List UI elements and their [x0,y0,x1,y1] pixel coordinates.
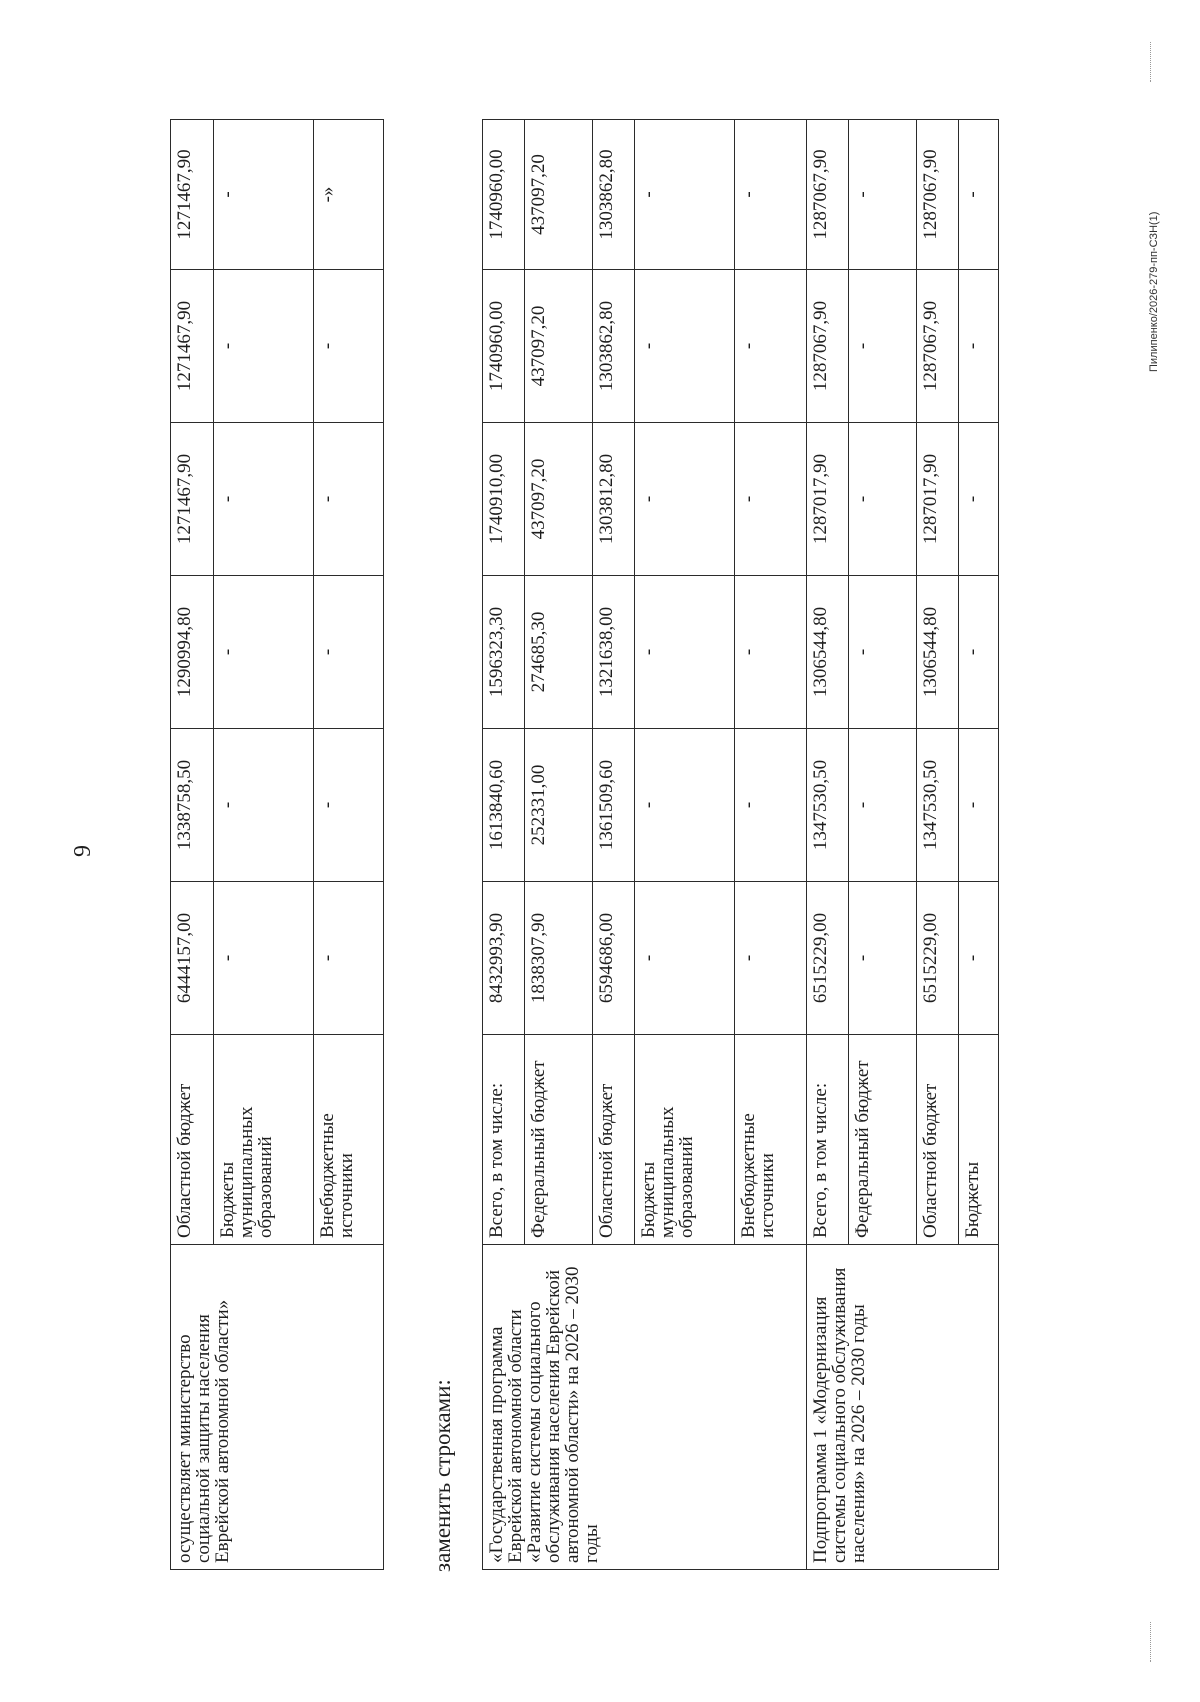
value-cell: - [735,423,807,576]
page-number: 9 [70,845,96,857]
source-cell: Бюджеты муниципальных образований [214,1035,314,1245]
value-cell: - [959,729,999,882]
source-cell: Областной бюджет [593,1035,635,1245]
value-cell: 6444157,00 [171,882,214,1035]
value-cell: - [214,423,314,576]
value-cell: - [635,423,735,576]
program-cell: осуществляет министерство социальной защиты населения Еврейской автономной области» [171,1245,384,1570]
value-cell: - [214,270,314,423]
value-cell: 1287017,90 [917,423,959,576]
value-cell: 1596323,30 [483,576,525,729]
value-cell: 1271467,90 [171,120,214,270]
value-cell: - [635,882,735,1035]
value-cell: 1287067,90 [807,120,849,270]
scan-edge-mark [1150,42,1159,82]
value-cell: - [959,270,999,423]
value-cell: 1740910,00 [483,423,525,576]
scan-edge-mark [1150,1622,1159,1662]
program-cell: «Государственная программа Еврейской автономной области «Развитие системы социального обслуживания населения Еврейской автономной области» на 2026 – 2030 годы [483,1245,807,1570]
value-cell: - [314,882,384,1035]
value-cell: 6594686,00 [593,882,635,1035]
value-cell: 1290994,80 [171,576,214,729]
value-cell: - [214,882,314,1035]
value-cell: - [314,729,384,882]
value-cell: 1303862,80 [593,120,635,270]
value-cell: 6515229,00 [807,882,849,1035]
value-cell: - [849,729,917,882]
value-cell: 1347530,50 [807,729,849,882]
source-cell: Бюджеты муниципальных образований [635,1035,735,1245]
value-cell: - [635,120,735,270]
value-cell: - [735,270,807,423]
value-cell: 1347530,50 [917,729,959,882]
source-cell: Областной бюджет [917,1035,959,1245]
value-cell: 437097,20 [525,120,593,270]
source-cell: Федеральный бюджет [849,1035,917,1245]
value-cell: 8432993,90 [483,882,525,1035]
value-cell: 1306544,80 [807,576,849,729]
budget-table-old [170,119,384,1570]
replace-instruction: заменить строками: [430,1379,455,1572]
value-cell: 1838307,90 [525,882,593,1035]
value-cell: - [849,270,917,423]
value-cell: - [214,729,314,882]
value-cell: - [735,729,807,882]
value-cell: 1287067,90 [807,270,849,423]
value-cell: - [735,576,807,729]
source-cell: Всего, в том числе: [807,1035,849,1245]
value-cell: 1361509,60 [593,729,635,882]
source-cell: Внебюджетные источники [735,1035,807,1245]
value-cell: - [735,882,807,1035]
source-cell: Федеральный бюджет [525,1035,593,1245]
value-cell: - [849,423,917,576]
value-cell: - [314,270,384,423]
table-row [171,120,214,1570]
value-cell: 1271467,90 [171,423,214,576]
value-cell: - [214,120,314,270]
value-cell: - [849,882,917,1035]
value-cell: 6515229,00 [917,882,959,1035]
value-cell: - [635,576,735,729]
source-cell: Бюджеты [959,1035,999,1245]
value-cell: 437097,20 [525,270,593,423]
table-row [807,120,849,1570]
value-cell: 1613840,60 [483,729,525,882]
value-cell: 1306544,80 [917,576,959,729]
value-cell: 437097,20 [525,423,593,576]
value-cell: 1338758,50 [171,729,214,882]
document-code: Пилипенко/2026-279-пп-СЗН(1) [1148,211,1160,372]
program-cell: Подпрограмма 1 «Модернизация системы социального обслуживания населения» на 2026 – 2030 годы [807,1245,999,1570]
value-cell: 1287017,90 [807,423,849,576]
value-cell: 1740960,00 [483,120,525,270]
value-cell: - [959,120,999,270]
source-cell: Областной бюджет [171,1035,214,1245]
value-cell: - [959,882,999,1035]
value-cell: - [314,576,384,729]
value-cell: 1271467,90 [171,270,214,423]
value-cell: - [735,120,807,270]
source-cell: Внебюджетные источники [314,1035,384,1245]
value-cell: 1321638,00 [593,576,635,729]
value-cell: - [849,576,917,729]
value-cell: 1303812,80 [593,423,635,576]
value-cell: - [314,423,384,576]
value-cell: - [635,270,735,423]
value-cell: 274685,30 [525,576,593,729]
value-cell: 1287067,90 [917,120,959,270]
value-cell: 1287067,90 [917,270,959,423]
value-cell: - [849,120,917,270]
budget-table-new [482,119,999,1570]
table-row [483,120,525,1570]
value-cell: 1303862,80 [593,270,635,423]
value-cell: - [959,576,999,729]
source-cell: Всего, в том числе: [483,1035,525,1245]
value-cell: - [635,729,735,882]
value-cell: 252331,00 [525,729,593,882]
value-cell: - [214,576,314,729]
value-cell: -» [314,120,384,270]
value-cell: 1740960,00 [483,270,525,423]
value-cell: - [959,423,999,576]
